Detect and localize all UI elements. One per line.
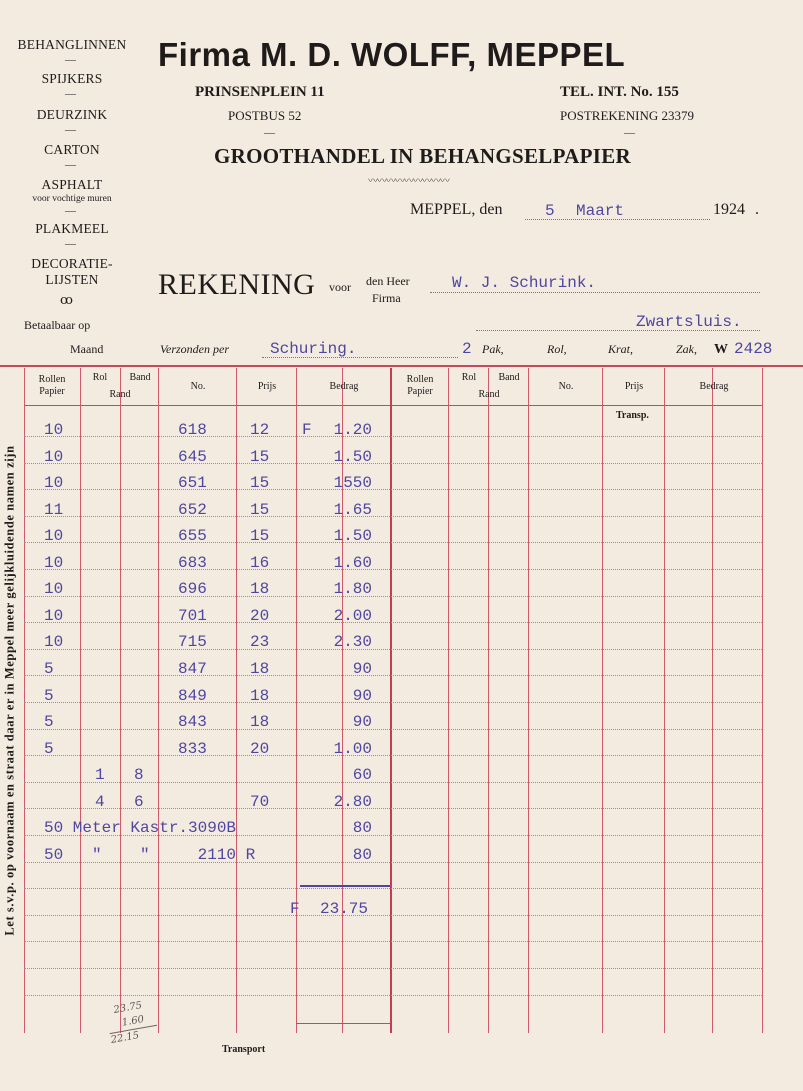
- row-rule: [24, 915, 762, 916]
- pencil-note-c: 22.15: [109, 1030, 141, 1046]
- product-item: PLAKMEEL: [35, 221, 109, 236]
- cell-rollen: 11: [44, 501, 64, 519]
- column-rule: [602, 368, 603, 1033]
- cell-rollen: 5: [44, 740, 54, 758]
- column-rule: [80, 368, 81, 1033]
- col-header-rollen-text: Rollen: [406, 374, 434, 385]
- cell-rollen: 10: [44, 633, 64, 651]
- col-header-no: No.: [190, 381, 206, 392]
- cell-bedrag: 1.00: [333, 740, 372, 758]
- row-rule: [24, 729, 762, 730]
- header-ornament: 〰〰〰〰〰〰〰〰〰: [368, 176, 449, 187]
- cell-bedrag: 90: [352, 713, 372, 731]
- column-rule: [296, 368, 297, 1033]
- side-note: Let s.v.p. op voornaam en straat daar er in Meppel meer gelijkluidende namen zijn: [2, 445, 17, 936]
- company-name: Firma M. D. WOLFF, MEPPEL: [158, 36, 626, 73]
- product-dash: —: [65, 124, 76, 136]
- col-header-band: Band: [129, 372, 151, 383]
- product-item: DEURZINK: [36, 107, 108, 122]
- column-rule: [762, 368, 763, 1033]
- cell-prijs: 20: [250, 740, 270, 758]
- invoice-firma: Firma: [372, 291, 401, 305]
- customer-city: Zwartsluis.: [636, 313, 742, 331]
- cell-band: 6: [134, 793, 144, 811]
- cell-prijs: 15: [250, 527, 270, 545]
- col-header-papier-text: Papier: [39, 386, 65, 397]
- product-dash: —: [65, 205, 76, 217]
- cell-bedrag: 1.50: [333, 448, 372, 466]
- total-amount: 23.75: [320, 900, 369, 918]
- cell-prijs: 20: [250, 607, 270, 625]
- cell-bedrag: 90: [352, 687, 372, 705]
- cell-bedrag: 1.50: [333, 527, 372, 545]
- company-street: PRINSENPLEIN 11: [195, 84, 325, 100]
- cell-prijs: 15: [250, 474, 270, 492]
- row-rule: [24, 622, 762, 623]
- shipping-carrier: Schuring.: [270, 340, 357, 358]
- row-rule: [24, 755, 762, 756]
- date-end: .: [755, 201, 759, 218]
- row-rule: [24, 941, 762, 942]
- customer-name: W. J. Schurink.: [452, 274, 597, 292]
- transport-rule: [296, 1023, 390, 1024]
- row-rule: [24, 542, 762, 543]
- col-header-prijs: Prijs: [257, 381, 277, 392]
- cell-rol: 1: [95, 766, 105, 784]
- col-header-rollen: [26, 374, 78, 398]
- col-header-band-2: Band: [498, 372, 520, 383]
- col-header-prijs-2: Prijs: [624, 381, 644, 392]
- column-rule: [236, 368, 237, 1033]
- row-rule: [24, 489, 762, 490]
- header-dash: —: [624, 127, 635, 139]
- cell-bedrag: 1.20: [333, 421, 372, 439]
- cell-prijs: 70: [250, 793, 270, 811]
- cell-currency: F: [302, 421, 312, 439]
- cell-no: 651: [178, 474, 207, 492]
- cell-no: 849: [178, 687, 207, 705]
- cell-prijs: 16: [250, 554, 270, 572]
- cell-prijs: 18: [250, 660, 270, 678]
- row-rule: [24, 516, 762, 517]
- cell-no: 618: [178, 421, 207, 439]
- cell-no: 701: [178, 607, 207, 625]
- shipping-rol: Rol,: [547, 342, 567, 356]
- invoice-heer: den Heer: [366, 274, 410, 288]
- cell-no: 645: [178, 448, 207, 466]
- column-rule: [448, 368, 449, 1033]
- pencil-note-b: 1.60: [121, 1014, 145, 1029]
- cell-rollen: 10: [44, 527, 64, 545]
- cell-bedrag: 1.80: [333, 580, 372, 598]
- cell-no: 655: [178, 527, 207, 545]
- cell-rollen: 10: [44, 448, 64, 466]
- cell-bedrag: 2.30: [333, 633, 372, 651]
- cell-prijs: 18: [250, 687, 270, 705]
- invoice-title: REKENING: [158, 268, 316, 301]
- shipping-pak: Pak,: [482, 342, 504, 356]
- cell-bedrag: 90: [352, 660, 372, 678]
- company-phone: TEL. INT. No. 155: [560, 84, 679, 100]
- product-dash: —: [65, 159, 76, 171]
- cell-rollen: 5: [44, 660, 54, 678]
- product-item: LIJSTEN: [45, 272, 99, 287]
- cell-bedrag: 60: [352, 766, 372, 784]
- total-underline: [300, 885, 390, 887]
- verzonden-label: Verzonden per: [160, 342, 229, 356]
- cell-band: 8: [134, 766, 144, 784]
- shipping-zak: Zak,: [676, 342, 697, 356]
- maand-label: Maand: [70, 342, 104, 356]
- transp-label: Transp.: [616, 410, 649, 421]
- row-rule: [24, 569, 762, 570]
- cell-prijs: 23: [250, 633, 270, 651]
- col-header-rol-2: Rol: [461, 372, 477, 383]
- col-header-rand: Rand: [109, 389, 131, 400]
- cell-bedrag: 1550: [333, 474, 372, 492]
- header-rule: [120, 370, 121, 386]
- date-month: Maart: [576, 202, 625, 220]
- cell-prijs: 15: [250, 501, 270, 519]
- column-rule: [120, 368, 121, 1033]
- cell-rollen: 50 Meter Kastr.3090B: [44, 819, 237, 837]
- product-dash: —: [65, 238, 76, 250]
- shipping-count: 2: [462, 340, 472, 358]
- total-currency: F: [290, 900, 300, 918]
- business-line: GROOTHANDEL IN BEHANGSELPAPIER: [214, 144, 632, 168]
- row-rule: [24, 702, 762, 703]
- column-rule: [528, 368, 529, 1033]
- product-subtext: voor vochtige muren: [32, 194, 112, 204]
- cell-bedrag: 1.65: [333, 501, 372, 519]
- cell-no: 843: [178, 713, 207, 731]
- invoice-voor: voor: [329, 280, 351, 294]
- col-header-rol: Rol: [92, 372, 108, 383]
- row-rule: [24, 888, 762, 889]
- col-header-no-2: No.: [558, 381, 574, 392]
- product-ornament: ꝏ: [60, 292, 73, 307]
- col-header-bedrag-2: Bedrag: [699, 381, 729, 392]
- product-item: BEHANGLINNEN: [17, 37, 127, 52]
- table-header-rule: [24, 405, 762, 406]
- cell-bedrag: 80: [352, 846, 372, 864]
- cell-no: 833: [178, 740, 207, 758]
- pencil-notes: [105, 995, 172, 1048]
- cell-rollen: 5: [44, 687, 54, 705]
- cell-prijs: 15: [250, 448, 270, 466]
- col-header-rollen-2: [392, 374, 448, 398]
- cell-rollen: 5: [44, 713, 54, 731]
- cell-bedrag: 1.60: [333, 554, 372, 572]
- cell-rollen: 10: [44, 554, 64, 572]
- cell-rollen: 10: [44, 474, 64, 492]
- cell-no: 696: [178, 580, 207, 598]
- cell-no: 847: [178, 660, 207, 678]
- cell-bedrag: 2.00: [333, 607, 372, 625]
- row-rule: [24, 463, 762, 464]
- row-rule: [24, 649, 762, 650]
- table-top-rule: [0, 365, 803, 367]
- col-header-rollen-text: Rollen: [38, 374, 66, 385]
- product-item: SPIJKERS: [41, 71, 103, 86]
- cell-rollen: 50 " " 2110 R: [44, 846, 256, 864]
- cell-rollen: 10: [44, 580, 64, 598]
- shipping-krat: Krat,: [608, 342, 634, 356]
- product-dash: —: [65, 54, 76, 66]
- cell-prijs: 12: [250, 421, 270, 439]
- col-header-rand-2: Rand: [478, 389, 500, 400]
- column-rule: [158, 368, 159, 1033]
- product-item: ASPHALT: [41, 177, 103, 192]
- cell-bedrag: 80: [352, 819, 372, 837]
- row-rule: [24, 995, 762, 996]
- row-rule: [24, 968, 762, 969]
- date-place: MEPPEL, den: [410, 201, 503, 218]
- betaalbaar-label: Betaalbaar op: [24, 318, 91, 332]
- col-header-bedrag: Bedrag: [329, 381, 359, 392]
- header-dash: —: [264, 127, 275, 139]
- date-day: 5: [545, 202, 555, 220]
- col-header-papier-text: Papier: [407, 386, 433, 397]
- column-rule: [664, 368, 665, 1033]
- column-rule: [712, 368, 713, 1033]
- shipping-w: W: [714, 342, 728, 357]
- row-rule: [24, 675, 762, 676]
- cell-bedrag: 2.80: [333, 793, 372, 811]
- cell-prijs: 18: [250, 713, 270, 731]
- row-rule: [24, 436, 762, 437]
- pencil-note-a: 23.75: [112, 1000, 143, 1016]
- column-rule: [488, 368, 489, 1033]
- cell-prijs: 18: [250, 580, 270, 598]
- company-postrekening: POSTREKENING 23379: [560, 108, 694, 123]
- customer-dotted-line: [430, 292, 760, 293]
- company-postbus: POSTBUS 52: [228, 108, 302, 123]
- cell-rol: 4: [95, 793, 105, 811]
- row-rule: [24, 596, 762, 597]
- product-item: CARTON: [44, 142, 100, 157]
- cell-rollen: 10: [44, 607, 64, 625]
- shipping-ref: 2428: [734, 340, 773, 358]
- table-center-rule: [390, 368, 392, 1033]
- product-dash: —: [65, 88, 76, 100]
- cell-no: 715: [178, 633, 207, 651]
- product-item: DECORATIE-: [31, 256, 113, 271]
- date-year: 1924: [713, 201, 745, 218]
- cell-no: 683: [178, 554, 207, 572]
- cell-rollen: 10: [44, 421, 64, 439]
- transport-label: Transport: [222, 1044, 266, 1055]
- column-rule: [24, 368, 25, 1033]
- cell-no: 652: [178, 501, 207, 519]
